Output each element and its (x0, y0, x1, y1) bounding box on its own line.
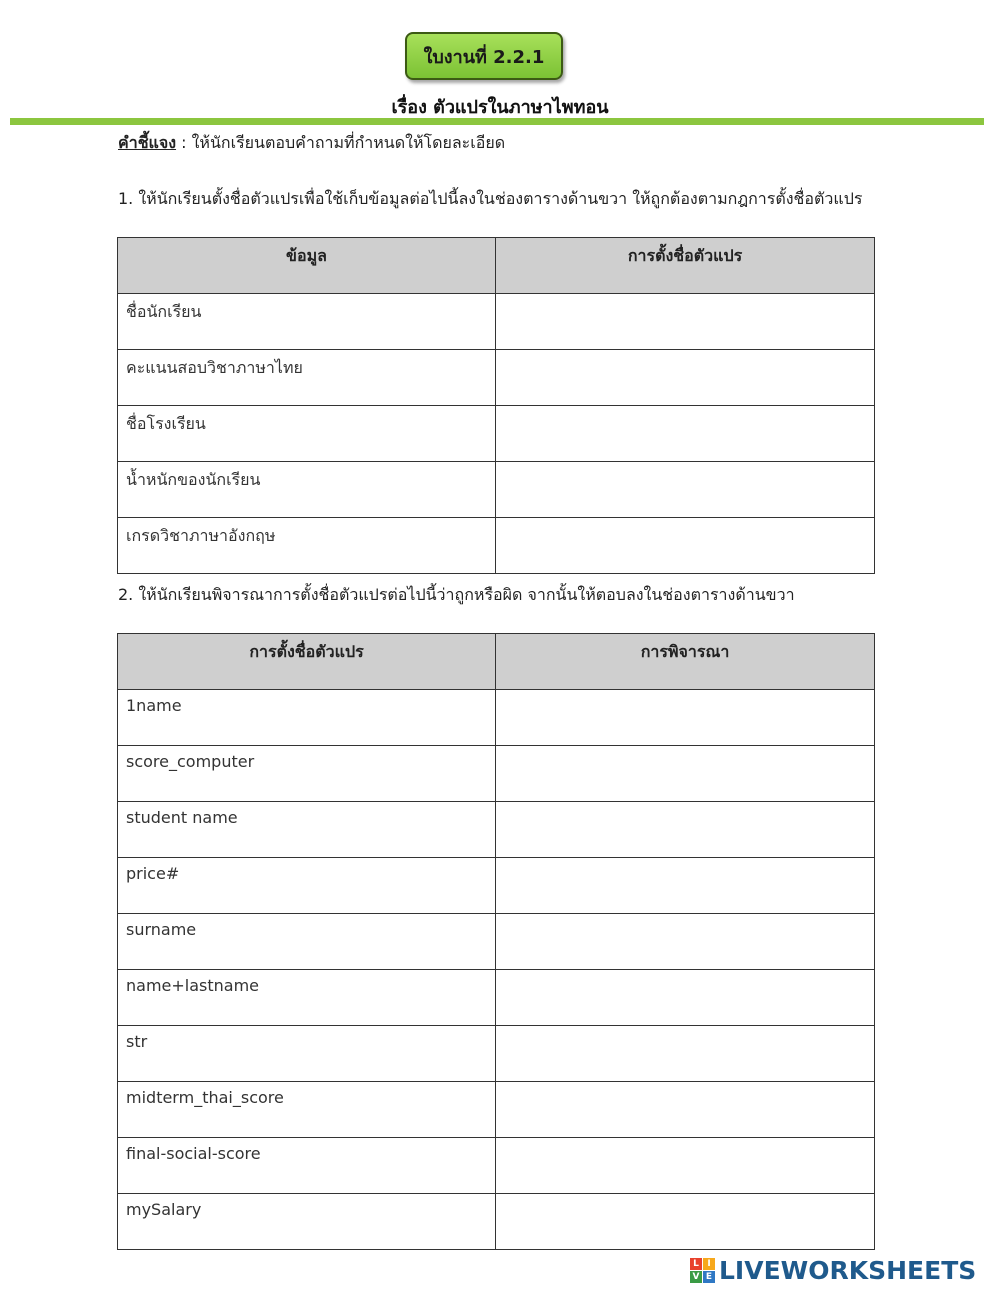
table-row (118, 462, 875, 518)
column-header-evaluation: การพิจารณา (496, 634, 875, 690)
variable-cell: midterm_thai_score (118, 1082, 496, 1138)
worksheet-title-badge (405, 32, 563, 80)
worksheet-subtitle: เรื่อง ตัวแปรในภาษาไพทอน (391, 97, 609, 118)
answer-cell[interactable] (496, 858, 875, 914)
answer-cell[interactable] (496, 294, 875, 350)
table-row (118, 1138, 875, 1194)
answer-cell[interactable] (496, 1026, 875, 1082)
variable-cell: student name (118, 802, 496, 858)
answer-cell[interactable] (496, 746, 875, 802)
table-row (118, 858, 875, 914)
table-row (118, 518, 875, 574)
answer-cell[interactable] (496, 350, 875, 406)
variable-cell: 1name (118, 690, 496, 746)
data-cell: เกรดวิชาภาษาอังกฤษ (118, 518, 496, 574)
answer-cell[interactable] (496, 1194, 875, 1250)
table-row (118, 802, 875, 858)
variable-cell: price# (118, 858, 496, 914)
table-row (118, 406, 875, 462)
instructions-separator: : (176, 133, 192, 152)
table-row (118, 1026, 875, 1082)
table-row (118, 746, 875, 802)
logo-square: I (703, 1258, 715, 1270)
variable-cell: final-social-score (118, 1138, 496, 1194)
answer-cell[interactable] (496, 690, 875, 746)
table-header-row (118, 634, 875, 690)
variable-cell: score_computer (118, 746, 496, 802)
data-cell: ชื่อโรงเรียน (118, 406, 496, 462)
answer-cell[interactable] (496, 802, 875, 858)
question-1-table (117, 237, 875, 574)
logo-square: L (690, 1258, 702, 1270)
instructions-text: ให้นักเรียนตอบคำถามที่กำหนดให้โดยละเอียด (191, 133, 506, 152)
instructions-label: คำชี้แจง (118, 133, 177, 152)
table-row (118, 914, 875, 970)
answer-cell[interactable] (496, 914, 875, 970)
answer-cell[interactable] (496, 518, 875, 574)
column-header-data: ข้อมูล (118, 238, 496, 294)
logo-square: V (690, 1271, 702, 1283)
answer-cell[interactable] (496, 462, 875, 518)
instructions (118, 131, 505, 156)
table-header-row (118, 238, 875, 294)
data-cell: คะแนนสอบวิชาภาษาไทย (118, 350, 496, 406)
table-row (118, 1082, 875, 1138)
table-row (118, 294, 875, 350)
question-1-text: 1. ให้นักเรียนตั้งชื่อตัวแปรเพื่อใช้เก็บข้อมูลต่อไปนี้ลงในช่องตารางด้านขวา ให้ถูกต้องตามกฎการตั้งชื่อตัวแปร (118, 189, 863, 208)
data-cell: ชื่อนักเรียน (118, 294, 496, 350)
column-header-variable-name: การตั้งชื่อตัวแปร (118, 634, 496, 690)
header-divider (10, 118, 984, 125)
question-2-table (117, 633, 875, 1250)
logo-text: LIVEWORKSHEETS (719, 1255, 977, 1285)
question-2-text: 2. ให้นักเรียนพิจารณาการตั้งชื่อตัวแปรต่อไปนี้ว่าถูกหรือผิด จากนั้นให้ตอบลงในช่องตารางด้านขวา (118, 585, 795, 604)
worksheet-title: ใบงานที่ 2.2.1 (423, 46, 545, 68)
variable-cell: name+lastname (118, 970, 496, 1026)
answer-cell[interactable] (496, 406, 875, 462)
variable-cell: str (118, 1026, 496, 1082)
answer-cell[interactable] (496, 970, 875, 1026)
table-row (118, 970, 875, 1026)
logo-square: E (703, 1271, 715, 1283)
liveworksheets-logo[interactable] (690, 1254, 976, 1286)
logo-mark-icon (690, 1258, 715, 1283)
table-row (118, 350, 875, 406)
variable-cell: surname (118, 914, 496, 970)
answer-cell[interactable] (496, 1082, 875, 1138)
answer-cell[interactable] (496, 1138, 875, 1194)
column-header-variable-name: การตั้งชื่อตัวแปร (496, 238, 875, 294)
variable-cell: mySalary (118, 1194, 496, 1250)
table-row (118, 690, 875, 746)
table-row (118, 1194, 875, 1250)
data-cell: น้ำหนักของนักเรียน (118, 462, 496, 518)
